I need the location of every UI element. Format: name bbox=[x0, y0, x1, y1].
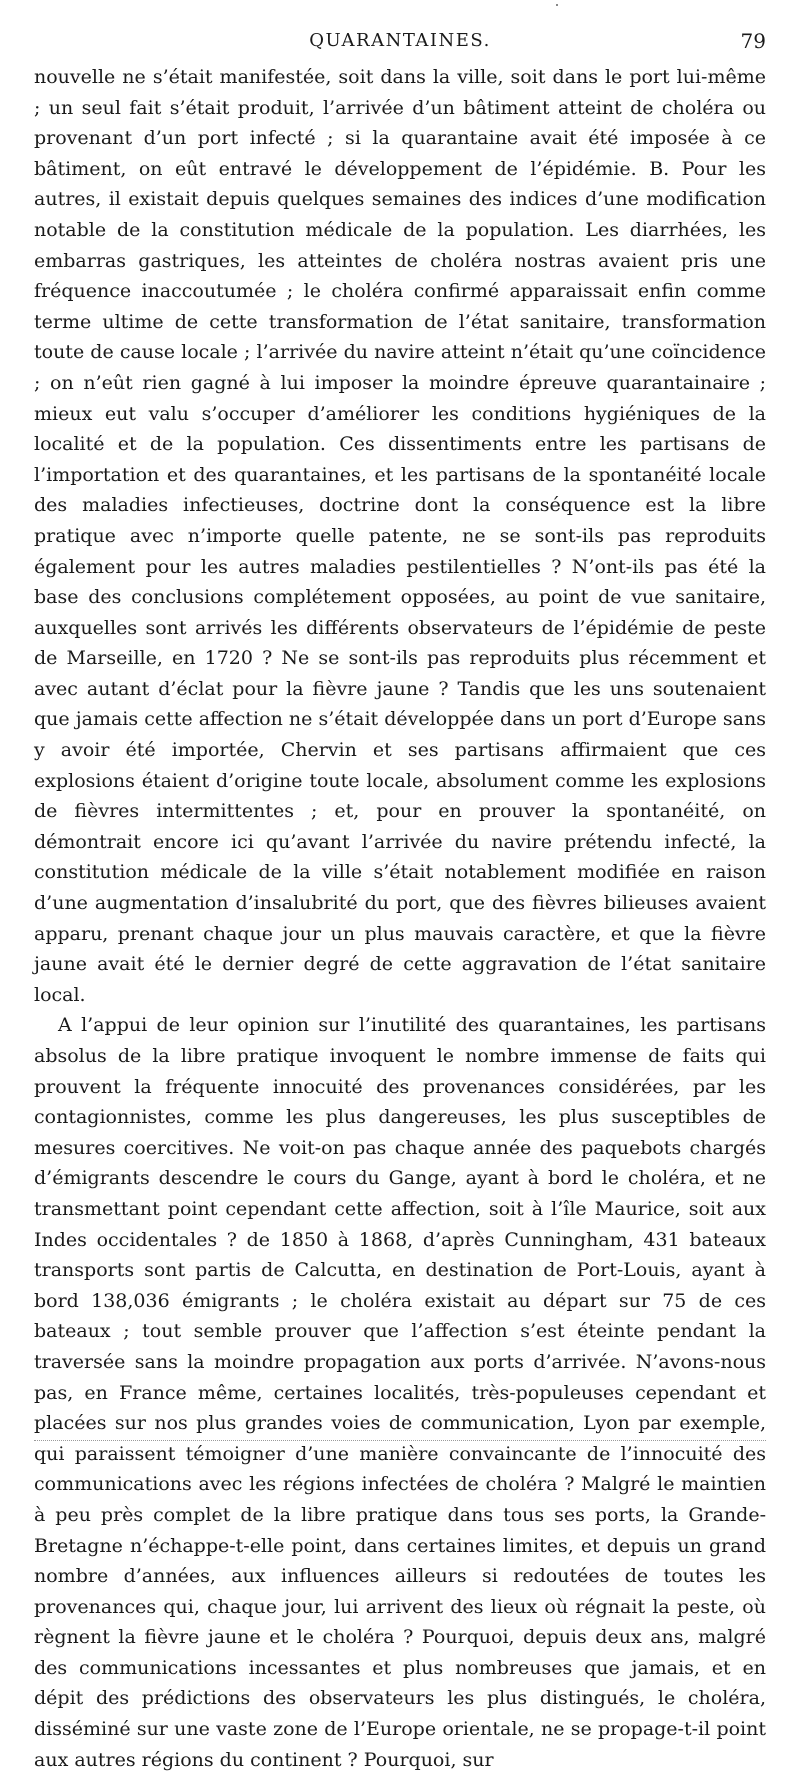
footer-dotted-rule bbox=[34, 1440, 766, 1441]
running-head bbox=[34, 28, 766, 54]
page-speck bbox=[556, 4, 558, 6]
paragraph: A l’appui de leur opinion sur l’inutilité des quarantaines, les partisans absolus de la libre pratique invoquent le nombre immense de faits qui prouvent la fréquente innocuité des provenances considérées, par les contagionnistes, comme les plus dangereuses, les plus susceptibles de mesures coercitives. Ne voit-on pas chaque année des paquebots chargés d’émigrants descendre le cours du Gange, ayant à bord le choléra, et ne transmettant point cependant cette affection, soit à l’île Maurice, soit aux Indes occidentales ? de 1850 à 1868, d’après Cunningham, 431 bateaux transports sont partis de Calcutta, en destination de Port-Louis, ayant à bord 138,036 émigrants ; le choléra existait au départ sur 75 de ces bateaux ; tout semble prouver que l’affection s’est éteinte pendant la traversée sans la moindre propagation aux ports d’arrivée. N’avons-nous pas, en France même, certaines localités, très-populeuses cependant et placées sur nos plus grandes voies de communication, Lyon par exemple, qui paraissent témoigner d’une manière convaincante de l’innocuité des communications avec les régions infectées de choléra ? Malgré le maintien à peu près complet de la libre pratique dans tous ses ports, la Grande-Bretagne n’échappe-t-elle point, dans certaines limites, et depuis un grand nombre d’années, aux influences ailleurs si redoutées de toutes les provenances qui, chaque jour, lui arrivent des lieux où régnait la peste, où règnent la fièvre jaune et le choléra ? Pourquoi, depuis deux ans, malgré des communications incessantes et plus nombreuses que jamais, et en dépit des prédictions des observateurs les plus distingués, le choléra, disséminé sur une vaste zone de l’Europe orientale, ne se propage-t-il point aux autres régions du continent ? Pourquoi, sur bbox=[34, 1014, 766, 1771]
paragraph: nouvelle ne s’était manifestée, soit dans la ville, soit dans le port lui-même ; un seul fait s’était produit, l’arrivée d’un bâtiment atteint de choléra ou provenant d’un port infecté ; si la quarantaine avait été imposée à ce bâtiment, on eût entravé le développement de l’épidémie. B. Pour les autres, il existait depuis quelques semaines des indices d’une modification notable de la constitution médicale de la population. Les diarrhées, les embarras gastriques, les atteintes de choléra nostras avaient pris une fréquence inaccoutumée ; le choléra confirmé apparaissait enfin comme terme ultime de cette transformation de l’état sanitaire, transformation toute de cause locale ; l’arrivée du navire atteint n’était qu’une coïncidence ; on n’eût rien gagné à lui imposer la moindre épreuve quarantainaire ; mieux eut valu s’occuper d’améliorer les conditions hygiéniques de la localité et de la population. Ces dissentiments entre les partisans de l’importation et des quarantaines, et les partisans de la spontanéité locale des maladies infectieuses, doctrine dont la conséquence est la libre pratique avec n’importe quelle patente, ne se sont-ils pas reproduits également pour les autres maladies pestilentielles ? N’ont-ils pas été la base des conclusions complétement opposées, au point de vue sanitaire, auxquelles sont arrivés les différents observateurs de l’épidémie de peste de Marseille, en 1720 ? Ne se sont-ils pas reproduits plus récemment et avec autant d’éclat pour la fièvre jaune ? Tandis que les uns soutenaient que jamais cette affection ne s’était développée dans un port d’Europe sans y avoir été importée, Chervin et ses partisans affirmaient que ces explosions étaient d’origine toute locale, absolument comme les explosions de fièvres intermittentes ; et, pour en prouver la spontanéité, on démontrait encore ici qu’avant l’arrivée du navire prétendu infecté, la constitution médicale de la ville s’était notablement modifiée en raison d’une augmentation d’insalubrité du port, que des fièvres bilieuses avaient apparu, prenant chaque jour un plus mauvais caractère, et que la fièvre jaune avait été le dernier degré de cette aggravation de l’état sanitaire local. bbox=[34, 66, 766, 1006]
running-title: QUARANTAINES. bbox=[309, 30, 491, 51]
page-number: 79 bbox=[740, 29, 766, 53]
body-text bbox=[34, 62, 766, 1775]
